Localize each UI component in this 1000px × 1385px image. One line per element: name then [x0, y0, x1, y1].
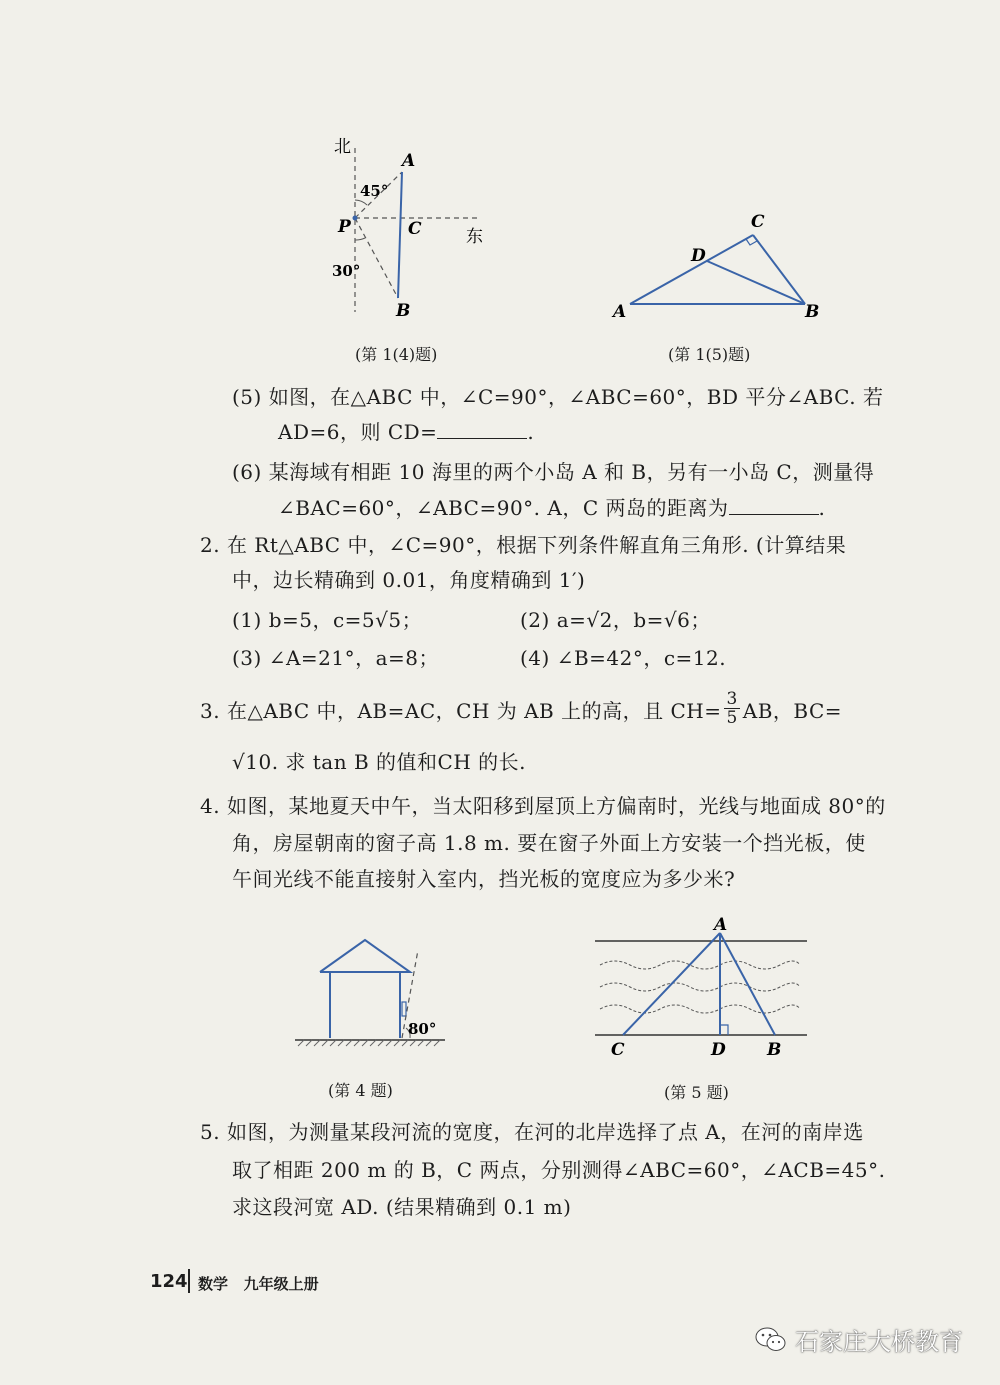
- q5-line1: 5. 如图，为测量某段河流的宽度，在河的北岸选择了点 A，在河的南岸选: [200, 1120, 864, 1144]
- fig1-4-label-c: C: [408, 219, 422, 239]
- q3-line1-text: 3. 在△ABC 中，AB=AC，CH 为 AB 上的高，且 CH=: [200, 699, 722, 723]
- figure-1-4: [320, 130, 500, 320]
- q1-6-line2: [278, 494, 825, 522]
- watermark: [755, 1322, 963, 1357]
- q4-line2: 角，房屋朝南的窗子高 1.8 m. 要在窗子外面上方安装一个挡光板，使: [232, 831, 866, 855]
- page-number: 124: [150, 1271, 188, 1292]
- q4-line1: 4. 如图，某地夏天中午，当太阳移到屋顶上方偏南时，光线与地面成 80°的: [200, 794, 886, 818]
- q1-6-line2-text: ∠BAC=60°，∠ABC=90°. A，C 两岛的距离为: [278, 496, 729, 520]
- q1-5-line2-text: AD=6，则 CD=: [278, 420, 438, 444]
- watermark-text: 石家庄大桥教育: [795, 1328, 963, 1356]
- fig1-5-label-d: D: [691, 246, 706, 266]
- fig5-label-a: A: [714, 915, 728, 935]
- fig5-label-c: C: [611, 1040, 625, 1060]
- fig4-caption: (第 4 题): [328, 1081, 393, 1100]
- q2-sub3: (3) ∠A=21°，a=8；: [232, 646, 440, 670]
- q2-line1: 2. 在 Rt△ABC 中，∠C=90°，根据下列条件解直角三角形. (计算结果: [200, 533, 847, 557]
- q1-6-answer-blank[interactable]: [729, 496, 819, 515]
- fig1-4-north-label: 北: [334, 137, 351, 157]
- fig1-4-angle-bottom: 30°: [332, 262, 361, 280]
- q2-line2: 中，边长精确到 0.01，角度精确到 1′): [232, 568, 586, 592]
- q5-line3: 求这段河宽 AD. (结果精确到 0.1 m): [232, 1195, 572, 1219]
- fig5-label-b: B: [767, 1040, 782, 1060]
- q3-fraction-denominator: 5: [726, 708, 738, 728]
- q4-line3: 午间光线不能直接射入室内，挡光板的宽度应为多少米?: [232, 867, 736, 891]
- fig5-label-d: D: [711, 1040, 726, 1060]
- figure-5-river: [585, 915, 815, 1060]
- fig1-4-label-p: P: [338, 217, 351, 237]
- q3-fraction-numerator: 3: [726, 689, 738, 709]
- q3-line2: √10. 求 tan B 的值和CH 的长.: [232, 750, 526, 774]
- wechat-icon: [755, 1326, 787, 1354]
- q3-fraction: [724, 690, 739, 727]
- fig4-angle-label: 80°: [408, 1020, 437, 1038]
- q1-6-line1: (6) 某海域有相距 10 海里的两个小岛 A 和 B，另有一小岛 C，测量得: [232, 460, 875, 484]
- fig1-4-caption: (第 1(4)题): [355, 345, 438, 364]
- fig1-5-label-c: C: [751, 212, 765, 232]
- fig1-4-label-a: A: [402, 151, 416, 171]
- fig1-4-east-label: 东: [466, 227, 483, 247]
- fig5-caption: (第 5 题): [664, 1083, 729, 1102]
- q2-sub4: (4) ∠B=42°，c=12.: [520, 646, 727, 670]
- fig1-5-caption: (第 1(5)题): [668, 345, 751, 364]
- q1-5-line2-end: .: [527, 420, 535, 444]
- q1-5-answer-blank[interactable]: [437, 420, 527, 439]
- footer-book-title: 数学 九年级上册: [198, 1275, 319, 1293]
- q2-sub2: (2) a=√2，b=√6；: [520, 608, 711, 632]
- q5-line2: 取了相距 200 m 的 B，C 两点，分别测得∠ABC=60°，∠ACB=45°.: [232, 1158, 886, 1182]
- fig1-4-angle-top: 45°: [360, 182, 389, 200]
- q1-5-line1: (5) 如图，在△ABC 中，∠C=90°，∠ABC=60°，BD 平分∠ABC. 若: [232, 385, 884, 409]
- fig1-5-label-a: A: [613, 302, 627, 322]
- q2-sub1: (1) b=5，c=5√5；: [232, 608, 423, 632]
- fig1-4-label-b: B: [396, 301, 411, 320]
- q3-line1-end: AB，BC=: [742, 699, 843, 723]
- q3-line1: [200, 689, 843, 731]
- figure-4-house: [290, 920, 460, 1055]
- q1-6-line2-end: .: [818, 496, 826, 520]
- figure-1-5: [605, 205, 835, 325]
- fig1-5-label-b: B: [805, 302, 820, 322]
- footer-divider: [188, 1269, 190, 1293]
- q1-5-line2: [278, 418, 534, 446]
